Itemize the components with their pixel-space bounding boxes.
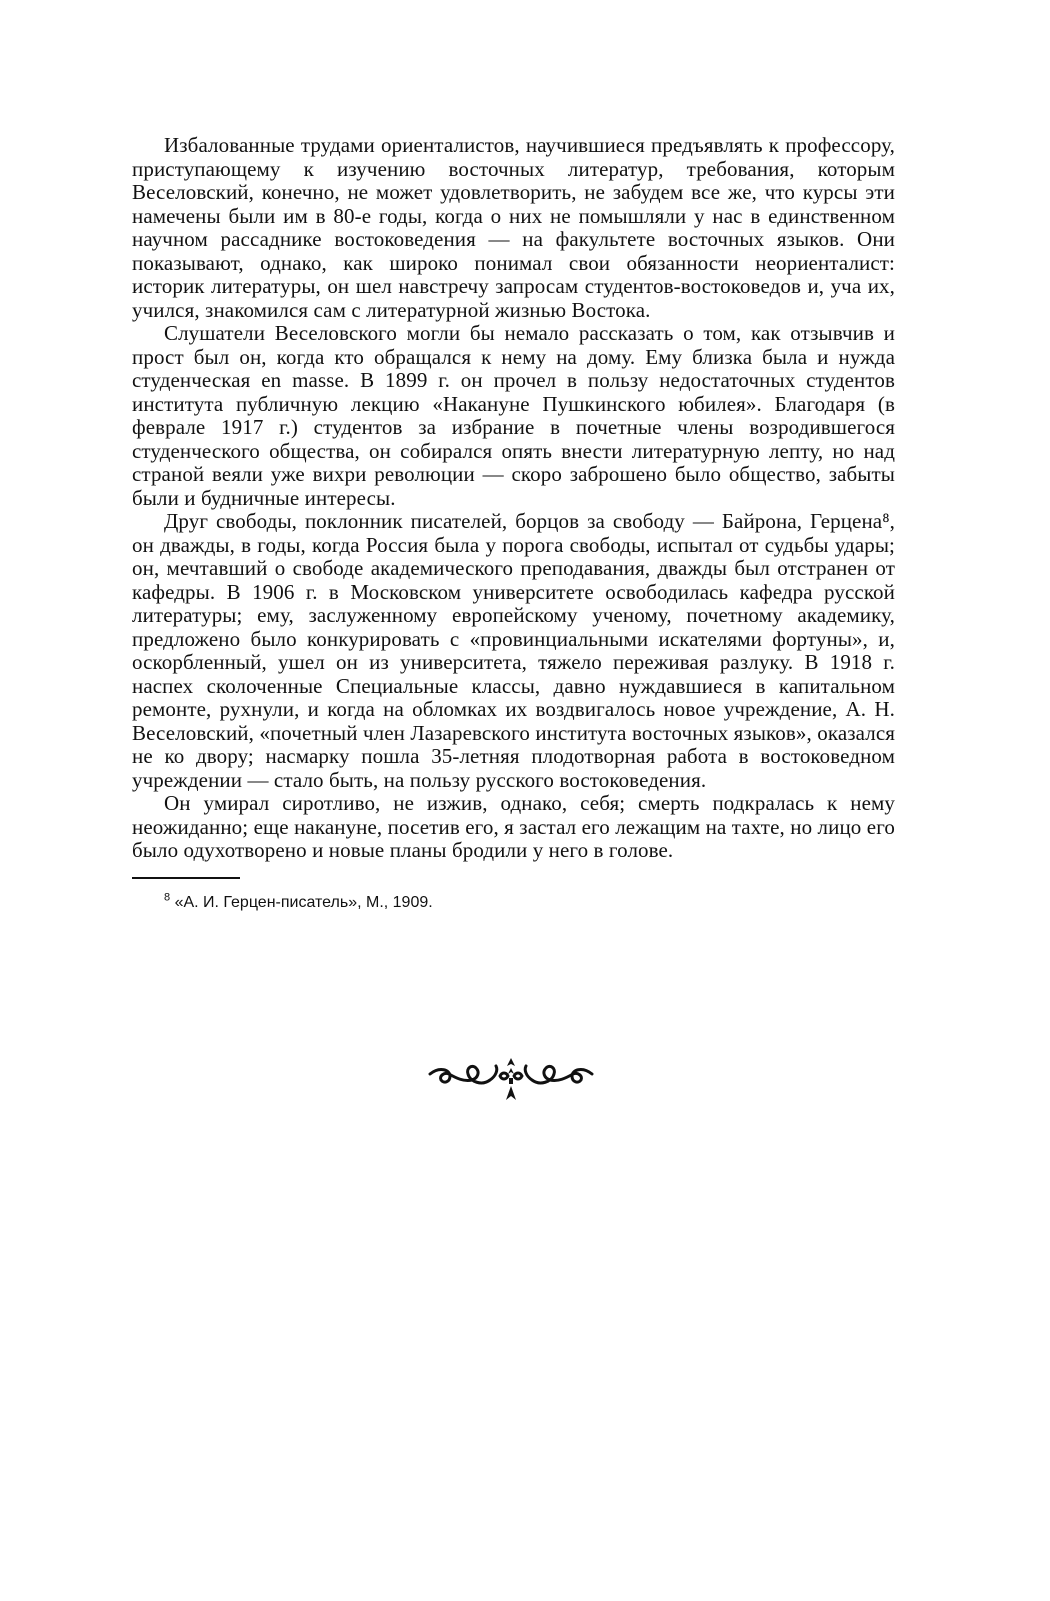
paragraph-4: Он умирал сиротливо, не изжив, однако, себя; смерть подкралась к нему неожиданно; еще накануне, посетив его, я застал его лежащим на тахте, но лицо его было одухотворено и новые планы бродили у него в голове. — [132, 791, 895, 862]
paragraph-1: Избалованные трудами ориенталистов, научившиеся предъявлять к профессору, приступающему к изучению восточных литератур, требования, которым Веселовский, конечно, не может удовлетворить, не забудем все же, что курсы эти намечены были им в 80-е годы, когда о них не помышляли у нас в единственном научном рассаднике востоковедения — на факультете восточных языков. Они показывают, однако, как широко понимал свои обязанности неориенталист: историк литературы, он шел навстречу запросам студентов-востоковедов и, уча их, учился, знакомился сам с литературной жизнью Востока. — [132, 133, 895, 322]
paragraph-2: Слушатели Веселовского могли бы немало рассказать о том, как отзывчив и прост был он, когда кто обращался к нему на дому. Ему близка была и нужда студенческая en masse. В 1899 г. он прочел в пользу недостаточных студентов института публичную лекцию «Накануне Пушкинского юбилея». Благодаря (в феврале 1917 г.) студентов за избрание в почетные члены возродившегося студенческого общества, он собирался опять внести литературную лепту, но над страной веяли уже вихри революции — скоро заброшено было общество, забыты были и будничные интересы. — [132, 321, 895, 510]
footnote — [164, 893, 895, 913]
page-body — [132, 134, 895, 913]
footnote-marker: 8 — [164, 891, 171, 904]
footnote-divider — [132, 877, 240, 879]
vignette-ornament-icon — [426, 1052, 596, 1108]
footnote-text: «А. И. Герцен-писатель», М., 1909. — [174, 893, 433, 911]
paragraph-3: Друг свободы, поклонник писателей, борцов за свободу — Байрона, Герцена⁸, он дважды, в годы, когда Россия была у порога свободы, испытал от судьбы удары; он, мечтавший о свободе академического преподавания, дважды был отстранен от кафедры. В 1906 г. в Московском университете освободилась кафедра русской литературы; ему, заслуженному европейскому ученому, почетному академику, предложено было конкурировать с «провинциальными искателями фортуны», и, оскорбленный, ушел он из университета, тяжело переживая разлуку. В 1918 г. наспех сколоченные Специальные классы, давно нуждавшиеся в капитальном ремонте, рухнули, и когда на обломках их воздвигалось новое учреждение, А. Н. Веселовский, «почетный член Лазаревского института восточных языков», оказался не ко двору; насмарку пошла 35-летняя плодотворная работа в востоковедном учреждении — стало быть, на пользу русского востоковедения. — [132, 509, 895, 792]
